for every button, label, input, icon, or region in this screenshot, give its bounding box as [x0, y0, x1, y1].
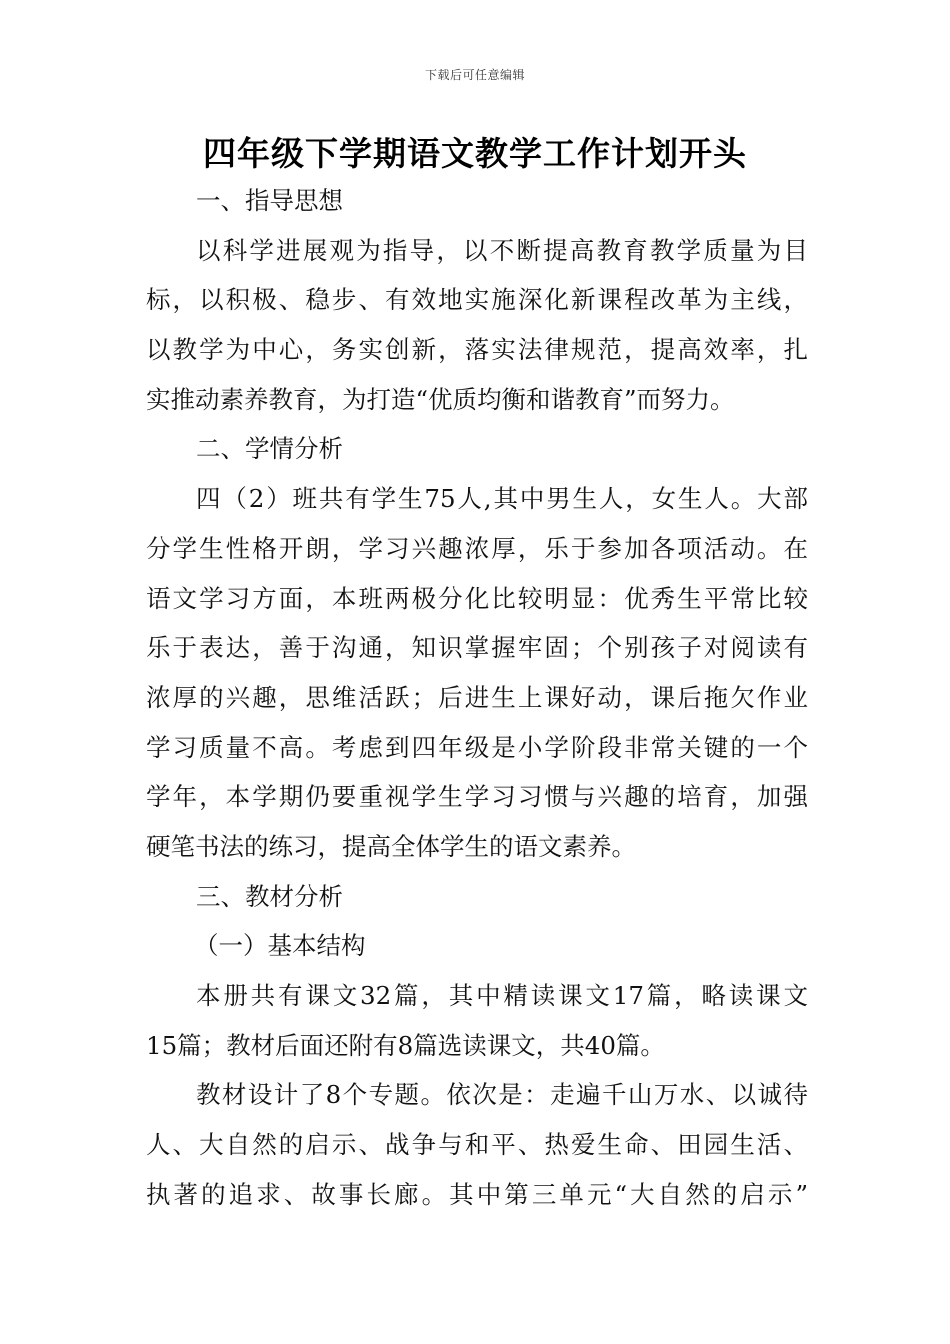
- paragraph-line: 实推动素养教育，为打造“优质均衡和谐教育”而努力。: [146, 384, 735, 414]
- paragraph-line: 学年，本学期仍要重视学生学习习惯与兴趣的培育，加强: [146, 782, 808, 812]
- paragraph-line: 教材设计了8个专题。依次是：走遍千山万水、以诚待: [196, 1080, 808, 1110]
- section-heading: 二、学情分析: [196, 434, 343, 464]
- section-heading: 一、指导思想: [196, 186, 343, 215]
- paragraph-line: 标，以积极、稳步、有效地实施深化新课程改革为主线，: [146, 285, 808, 315]
- paragraph-line: 执著的追求、故事长廊。其中第三单元“大自然的启示”: [146, 1179, 808, 1209]
- paragraph-line: 以教学为中心，务实创新，落实法律规范，提高效率，扎: [146, 335, 808, 365]
- section-heading: 三、教材分析: [196, 881, 343, 911]
- paragraph-line: 四（2）班共有学生75人,其中男生人，女生人。大部: [196, 484, 808, 514]
- paragraph-line: 学习质量不高。考虑到四年级是小学阶段非常关键的一个: [146, 732, 808, 762]
- paragraph-line: 硬笔书法的练习，提高全体学生的语文素养。: [146, 831, 636, 861]
- paragraph-line: 语文学习方面，本班两极分化比较明显：优秀生平常比较: [146, 583, 808, 613]
- subsection-heading: （一）基本结构: [194, 931, 366, 961]
- paragraph-line: 以科学进展观为指导，以不断提高教育教学质量为目: [196, 235, 808, 265]
- paragraph-line: 15篇；教材后面还附有8篇选读课文，共40篇。: [146, 1030, 665, 1060]
- paragraph-line: 人、大自然的启示、战争与和平、热爱生命、田园生活、: [146, 1130, 808, 1160]
- paragraph-line: 分学生性格开朗，学习兴趣浓厚，乐于参加各项活动。在: [146, 533, 808, 563]
- paragraph-line: 乐于表达，善于沟通，知识掌握牢固；个别孩子对阅读有: [146, 633, 808, 663]
- page-header-note: 下载后可任意编辑: [424, 68, 525, 82]
- paragraph-line: 本册共有课文32篇，其中精读课文17篇，略读课文: [196, 981, 808, 1010]
- document-title: 四年级下学期语文教学工作计划开头: [203, 134, 747, 173]
- document-body: [146, 176, 808, 1219]
- paragraph-line: 浓厚的兴趣，思维活跃；后进生上课好动，课后拖欠作业: [146, 682, 808, 712]
